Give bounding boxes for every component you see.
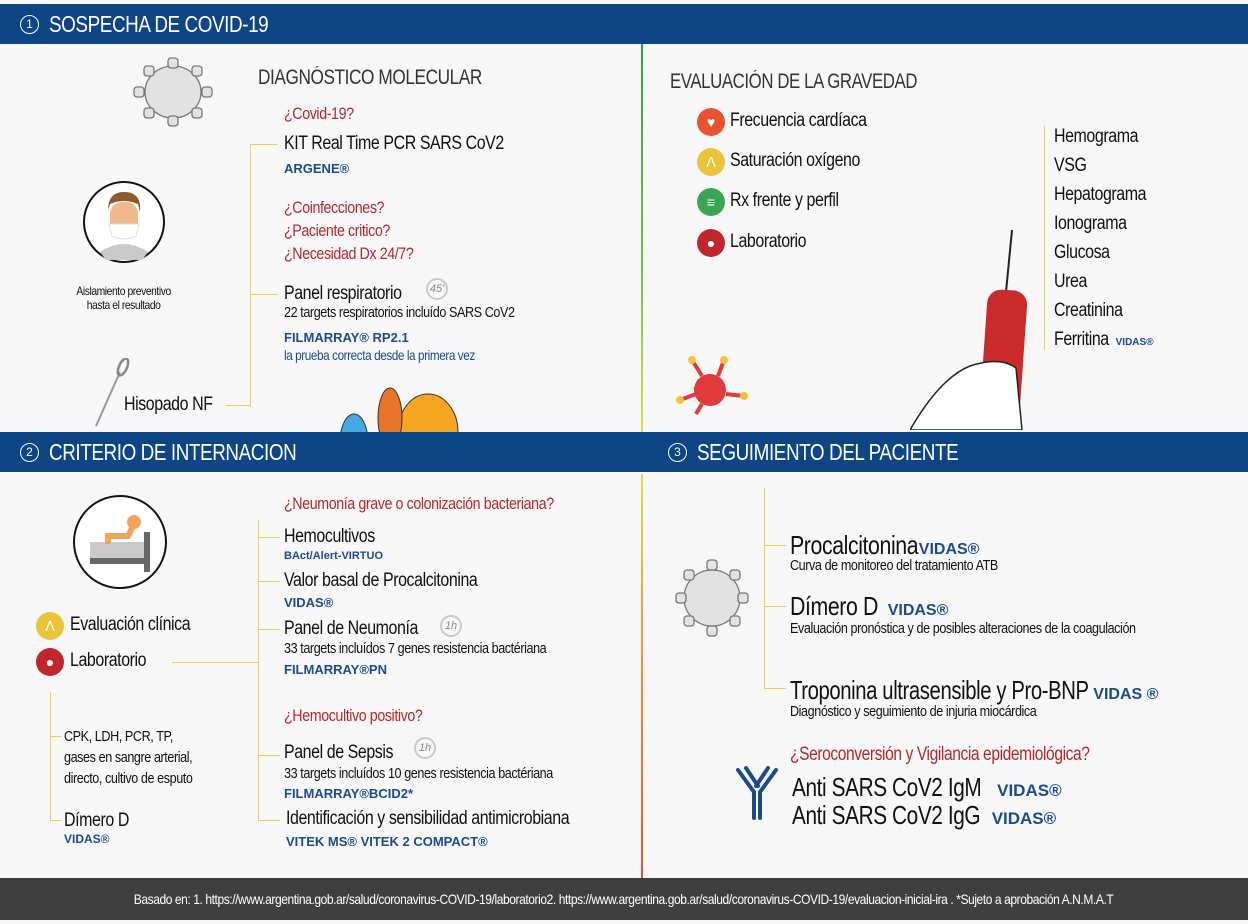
stopwatch-icon: 1h	[440, 615, 462, 637]
section-number: 1	[20, 15, 39, 34]
molecular-heading: DIAGNÓSTICO MOLECULAR	[258, 66, 482, 89]
lab-bracket	[50, 692, 51, 820]
isolation-text-2: hasta el resultado	[86, 298, 161, 312]
question-paciente-critico: ¿Paciente critico?	[284, 221, 390, 240]
lab-list-item-ferritina	[1054, 329, 1164, 358]
followup-item	[790, 675, 1158, 706]
vertical-divider-bottom	[641, 474, 643, 878]
lab-list-item: Hepatograma	[1054, 184, 1147, 205]
question-dx: ¿Necesidad Dx 24/7?	[284, 244, 414, 263]
followup-item	[790, 591, 948, 622]
lab-list-item: Ferritina	[1054, 329, 1109, 350]
lab-list	[1054, 126, 1164, 358]
severity-item: Saturación oxígeno	[730, 150, 860, 171]
igm-brand: VIDAS®	[997, 781, 1062, 800]
panel-respiratorio: Panel respiratorio	[284, 283, 402, 304]
blood-drop-icon: ●	[36, 648, 64, 676]
bracket-tick	[50, 820, 62, 821]
followup-title: Dímero D	[790, 591, 878, 621]
footer	[0, 878, 1248, 920]
igg-row	[792, 800, 1056, 831]
question-hemocultivo: ¿Hemocultivo positivo?	[284, 706, 423, 725]
panel-sepsis-brand: FILMARRAY®BCID2*	[284, 786, 413, 801]
bracket-tick	[258, 820, 280, 821]
lab-list-bracket	[1044, 126, 1045, 350]
lab-detail: gases en sangre arterial,	[64, 749, 193, 766]
stopwatch-icon: 45'	[426, 278, 448, 300]
bracket-tick	[172, 662, 258, 663]
section1-header	[0, 4, 1248, 44]
bracket-tick	[764, 606, 786, 607]
lab-detail: directo, cultivo de esputo	[64, 770, 193, 787]
followup-bracket	[764, 488, 765, 688]
ferritina-brand: VIDAS®	[1115, 337, 1154, 348]
panel-respiratorio-brand: FILMARRAY® RP2.1	[284, 330, 409, 345]
swab-icon	[92, 358, 132, 428]
section3-header	[668, 439, 1016, 466]
lab-list-item: Creatinina	[1054, 300, 1123, 321]
section-title: SEGUIMIENTO DEL PACIENTE	[697, 438, 959, 465]
bracket-tick	[250, 144, 278, 145]
lab-list-item: Glucosa	[1054, 242, 1110, 263]
masked-person-icon	[82, 180, 166, 264]
followup-desc: Evaluación pronóstica y de posibles alteraciones de la coagulación	[790, 620, 1136, 637]
lab-list-item: Urea	[1054, 271, 1087, 292]
identificacion: Identificación y sensibilidad antimicrobiana	[286, 808, 570, 829]
followup-brand: VIDAS®	[887, 602, 949, 619]
igg-brand: VIDAS®	[991, 809, 1057, 828]
sections-2-3-header	[0, 432, 1248, 472]
bracket-tick	[258, 537, 280, 538]
syringe-hand-illustration	[910, 228, 1040, 430]
procalcitonina-basal: Valor basal de Procalcitonina	[284, 570, 478, 591]
section-number: 3	[668, 443, 687, 462]
bracket-tick	[764, 688, 786, 689]
hemocultivos-brand: BAct/Alert-VIRTUO	[284, 550, 384, 562]
bracket-tick	[258, 629, 280, 630]
bracket-tick	[250, 294, 278, 295]
bracket-tick	[258, 581, 280, 582]
red-virus-icon	[672, 354, 752, 416]
identificacion-brand: VITEK MS® VITEK 2 COMPACT®	[286, 834, 488, 849]
question-covid: ¿Covid-19?	[284, 104, 354, 123]
evaluacion-clinica: Evaluación clínica	[70, 614, 191, 635]
virus-icon	[672, 556, 752, 640]
igm-row	[792, 772, 1062, 803]
question-neumonia: ¿Neumonía grave o colonización bacteriana?	[284, 494, 554, 513]
igg-label: Anti SARS CoV2 IgG	[792, 800, 981, 830]
question-seroconversion: ¿Seroconversión y Vigilancia epidemiológica?	[790, 744, 1090, 765]
igm-label: Anti SARS CoV2 IgM	[792, 772, 982, 802]
blood-drop-icon: ●	[697, 229, 725, 257]
panel-sepsis: Panel de Sepsis	[284, 742, 394, 763]
severity-heading: EVALUACIÓN DE LA GRAVEDAD	[670, 70, 918, 93]
panel-neumonia-desc: 33 targets incluídos 7 genes resistencia bactériana	[284, 640, 547, 657]
severity-item: Rx frente y perfil	[730, 190, 839, 211]
kit-pcr: KIT Real Time PCR SARS CoV2	[284, 133, 504, 154]
dimero-brand: VIDAS®	[64, 832, 110, 846]
panel-neumonia-brand: FILMARRAY®PN	[284, 662, 387, 677]
followup-brand: VIDAS®	[918, 541, 980, 558]
lab-list-item: Ionograma	[1054, 213, 1127, 234]
severity-item: Laboratorio	[730, 231, 807, 252]
heart-icon: ♥	[697, 108, 725, 136]
section-title: SOSPECHA DE COVID-19	[49, 10, 269, 37]
antibody-icon	[734, 766, 780, 822]
lab-list-item: Hemograma	[1054, 126, 1139, 147]
followup-brand: VIDAS ®	[1093, 686, 1159, 703]
panel-neumonia: Panel de Neumonía	[284, 618, 418, 639]
stopwatch-icon: 1h	[414, 737, 436, 759]
molecular-bracket	[250, 144, 251, 406]
panel-respiratorio-desc: 22 targets respiratorios incluído SARS CoV2	[284, 304, 515, 321]
procalcitonina-brand: VIDAS®	[284, 595, 334, 610]
isolation-text: Aislamiento preventivo	[76, 284, 171, 298]
hospital-bed-icon	[72, 494, 168, 590]
dimero-d: Dímero D	[64, 810, 129, 831]
swab-label: Hisopado NF	[124, 394, 213, 415]
ribcage-icon: ≡	[697, 188, 725, 216]
kit-brand: ARGENE®	[284, 161, 350, 176]
bracket-tick	[50, 736, 62, 737]
lab-detail: CPK, LDH, PCR, TP,	[64, 728, 173, 745]
section2-header	[20, 439, 351, 466]
virus-icon	[126, 56, 220, 128]
bracket-tick	[258, 755, 280, 756]
bracket-tick	[226, 405, 251, 406]
laboratorio: Laboratorio	[70, 650, 147, 671]
followup-desc: Curva de monitoreo del tratamiento ATB	[790, 557, 998, 574]
panel-sepsis-desc: 33 targets incluídos 10 genes resistencia bactériana	[284, 765, 553, 782]
footer-references: Basado en: 1. https://www.argentina.gob.ar/salud/coronavirus-COVID-19/laboratorio2. https://www.argentina.gob.ar/salud/coronavirus-COVID-19/evaluacion-inicial-ira . *Sujeto a aprobación A.N.M.A.T	[134, 891, 1114, 907]
lungs-icon: ᐱ	[697, 148, 725, 176]
hemocultivos: Hemocultivos	[284, 526, 375, 547]
question-coinfecciones: ¿Coinfecciones?	[284, 198, 385, 217]
followup-title: Troponina ultrasensible y Pro-BNP	[790, 675, 1089, 705]
lungs-icon: ᐱ	[36, 612, 64, 640]
followup-title: Procalcitonina	[790, 530, 919, 560]
section-title: CRITERIO DE INTERNACION	[49, 438, 297, 465]
section-number: 2	[20, 443, 39, 462]
followup-desc: Diagnóstico y seguimiento de injuria miocárdica	[790, 703, 1037, 720]
panel-slogan: la prueba correcta desde la primera vez	[284, 347, 475, 363]
tests-bracket	[258, 520, 259, 820]
severity-item: Frecuencia cardíaca	[730, 110, 867, 131]
lab-list-item: VSG	[1054, 155, 1087, 176]
vertical-divider-top	[641, 44, 643, 432]
bracket-tick	[764, 545, 786, 546]
